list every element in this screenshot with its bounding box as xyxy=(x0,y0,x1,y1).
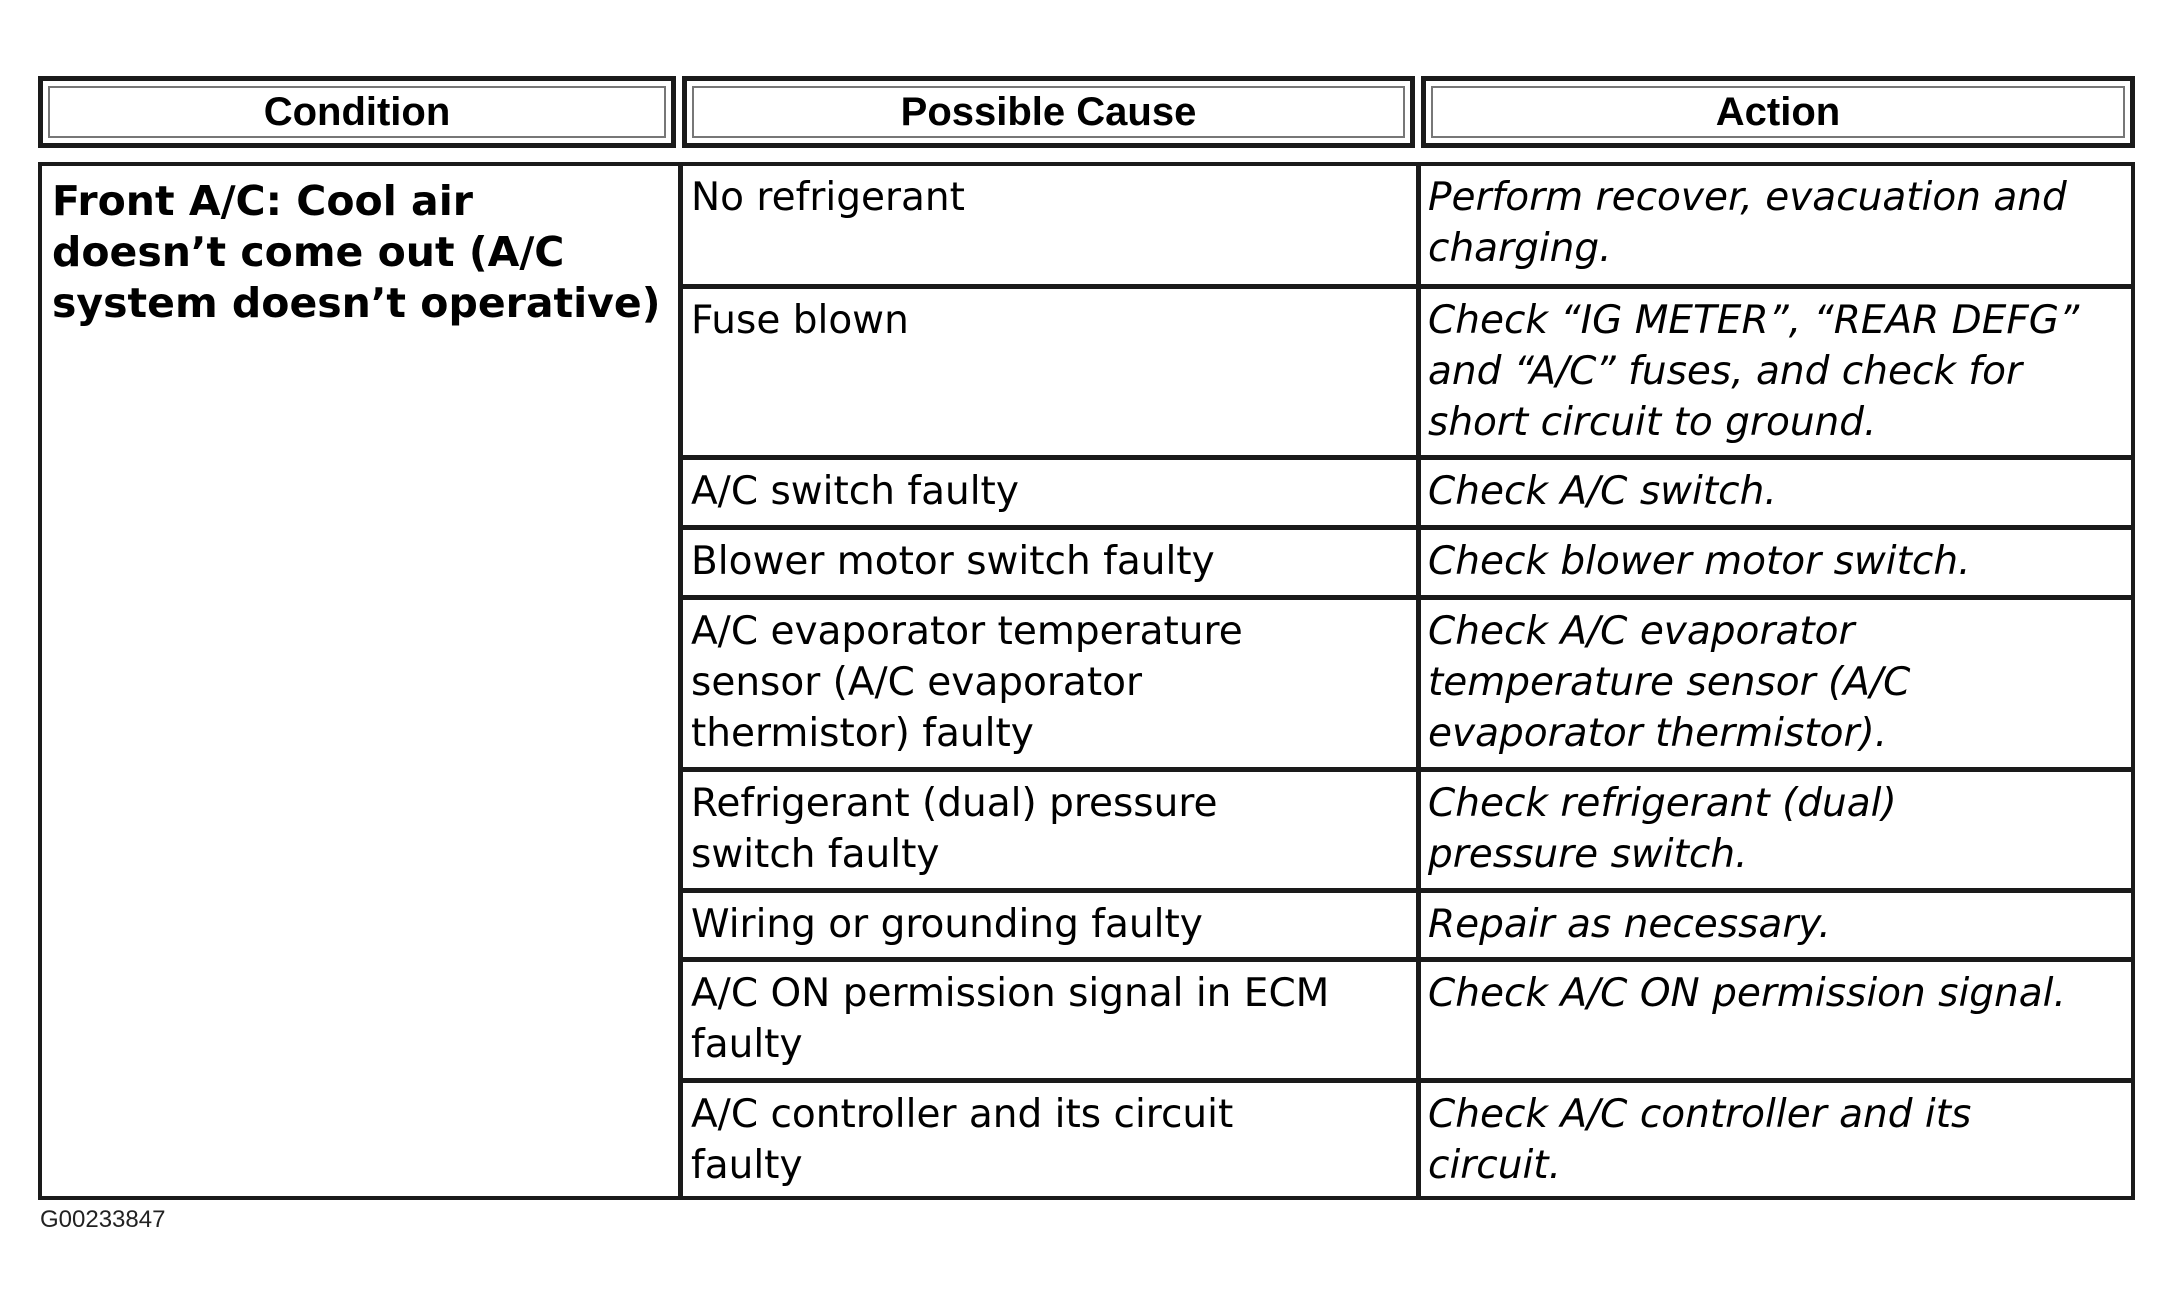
action-cell: Check A/C switch. xyxy=(1428,469,1777,514)
action-cell: Check A/C evaporator temperature sensor (A/C evaporator thermistor). xyxy=(1428,609,1911,756)
cause-cell: Wiring or grounding faulty xyxy=(691,902,1203,947)
cause-cell: Fuse blown xyxy=(691,298,909,343)
table-row xyxy=(683,1083,2131,1196)
action-cell: Repair as necessary. xyxy=(1428,902,1831,947)
cause-cell: No refrigerant xyxy=(691,175,965,220)
table-row xyxy=(683,289,2131,460)
action-cell: Check refrigerant (dual) pressure switch. xyxy=(1428,781,1897,877)
header-possible-cause: Possible Cause xyxy=(682,76,1415,148)
troubleshooting-table xyxy=(38,162,2135,1200)
table-row xyxy=(683,772,2131,893)
cause-cell: A/C ON permission signal in ECM faulty xyxy=(691,971,1330,1067)
table-row xyxy=(683,893,2131,962)
action-cell: Perform recover, evacuation and charging. xyxy=(1428,175,2067,271)
action-cell: Check blower motor switch. xyxy=(1428,539,1971,584)
condition-cell: Front A/C: Cool air doesn’t come out (A/C system doesn’t operative) xyxy=(52,177,661,327)
action-cell: Check A/C ON permission signal. xyxy=(1428,971,2066,1016)
action-cell: Check “IG METER”, “REAR DEFG” and “A/C” fuses, and check for short circuit to ground. xyxy=(1428,298,2080,445)
header-condition: Condition xyxy=(38,76,676,148)
cause-cell: Refrigerant (dual) pressure switch faulty xyxy=(691,781,1218,877)
table-row xyxy=(683,530,2131,600)
cause-cell: Blower motor switch faulty xyxy=(691,539,1215,584)
table-row xyxy=(683,962,2131,1083)
table-row xyxy=(683,166,2131,289)
cause-cell: A/C controller and its circuit faulty xyxy=(691,1092,1234,1188)
table-row xyxy=(683,600,2131,772)
header-action: Action xyxy=(1421,76,2135,148)
cause-cell: A/C evaporator temperature sensor (A/C evaporator thermistor) faulty xyxy=(691,609,1243,756)
table-row xyxy=(683,460,2131,530)
cause-cell: A/C switch faulty xyxy=(691,469,1019,514)
figure-id: G00233847 xyxy=(40,1206,166,1233)
action-cell: Check A/C controller and its circuit. xyxy=(1428,1092,1972,1188)
